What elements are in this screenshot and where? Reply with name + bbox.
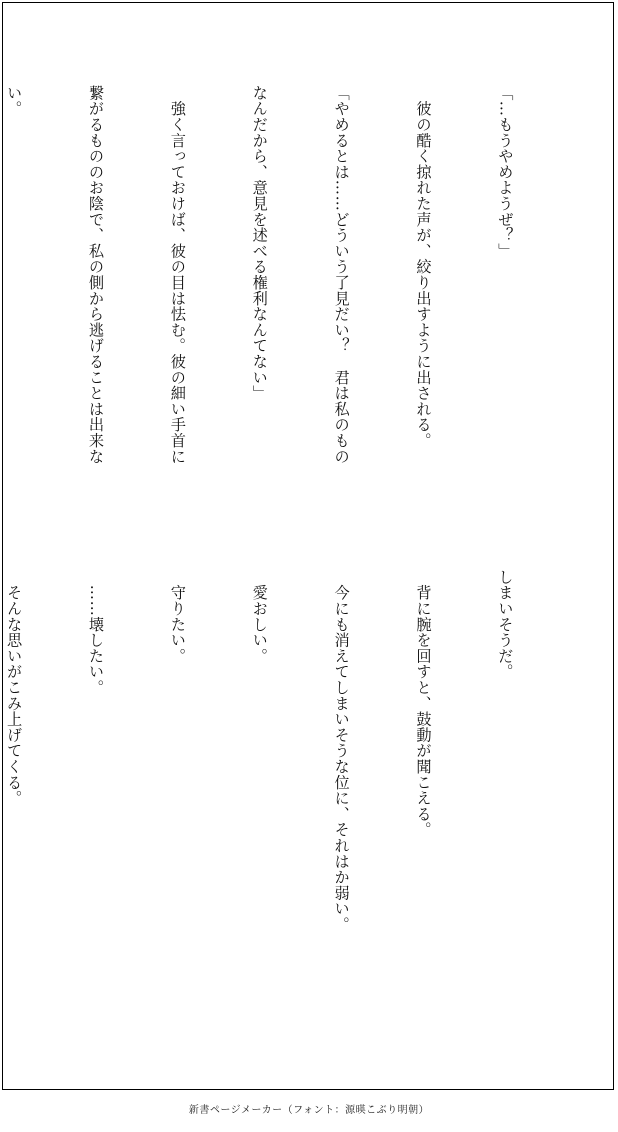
text-column: 彼の酷く掠れた声が、絞り出すように出される。 — [414, 85, 433, 449]
book-page — [2, 2, 614, 1090]
text-column: 守りたい。 — [168, 569, 187, 664]
text-column: 「…もうやめようぜ？」 — [496, 85, 515, 259]
text-column: い。 — [5, 85, 24, 117]
text-column: 強く言っておけば、彼の目は怯む。彼の細い手首に — [168, 85, 187, 465]
text-column: ……壊したい。 — [86, 569, 105, 696]
text-column: そんな思いがこみ上げてくる。 — [5, 569, 24, 806]
generator-credit: 新書ページメーカー（フォント：源暎こぶり明朝） — [188, 1105, 430, 1116]
upper-text-block — [5, 85, 573, 527]
text-column: 背に腕を回すと、鼓動が聞こえる。 — [414, 569, 433, 838]
text-column: 「やめるとは……どういう了見だい？ 君は私のもの — [332, 85, 351, 465]
lower-text-block — [5, 569, 573, 1029]
text-column: 愛おしい。 — [250, 569, 269, 664]
text-column: なんだから、意見を述べる権利なんてない」 — [250, 85, 269, 401]
text-column: 今にも消えてしまいそうな位に、それはか弱い。 — [332, 569, 351, 933]
text-column: しまいそうだ。 — [496, 569, 515, 680]
text-column: 繋がるもののお陰で、私の側から逃げることは出来な — [86, 85, 105, 465]
